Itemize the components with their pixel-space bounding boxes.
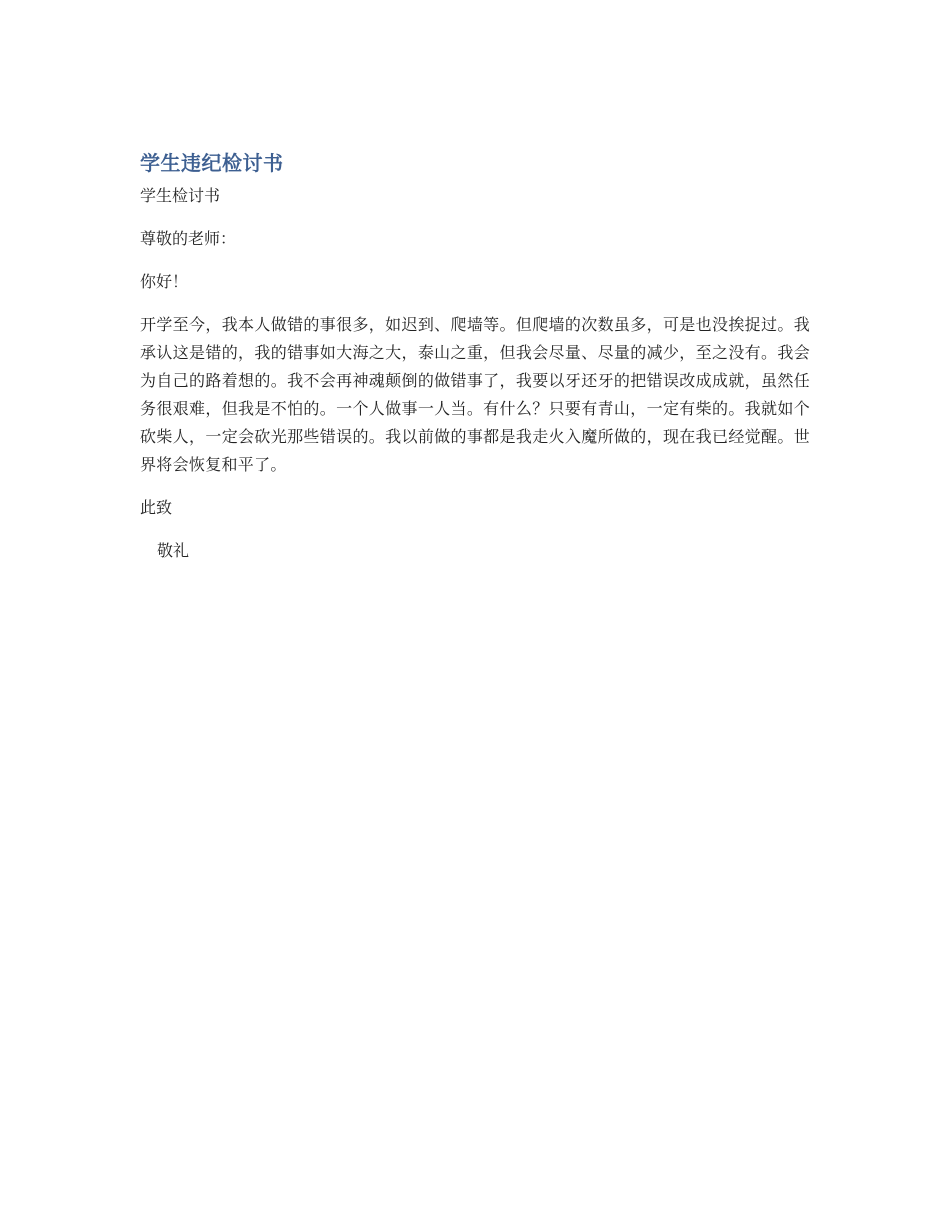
closing: 此致	[140, 498, 173, 517]
document-subtitle: 学生检讨书	[140, 186, 221, 205]
body-paragraph: 开学至今，我本人做错的事很多，如迟到、爬墙等。但爬墙的次数虽多，可是也没挨捉过。我承认这是错的，我的错事如大海之大，泰山之重，但我会尽量、尽量的减少，至之没有。我会为自己的路着想的。我不会再神魂颠倒的做错事了，我要以牙还牙的把错误改成成就，虽然任务很艰难，但我是不怕的。一个人做事一人当。有什么？只要有青山，一定有柴的。我就如个砍柴人，一定会砍光那些错误的。我以前做的事都是我走火入魔所做的，现在我已经觉醒。世界将会恢复和平了。	[140, 315, 810, 474]
salutation: 尊敬的老师：	[140, 229, 237, 248]
document-page	[140, 148, 810, 580]
greeting: 你好！	[140, 272, 189, 291]
regards: 敬礼	[157, 541, 190, 560]
document-title: 学生违纪检讨书	[140, 151, 284, 175]
